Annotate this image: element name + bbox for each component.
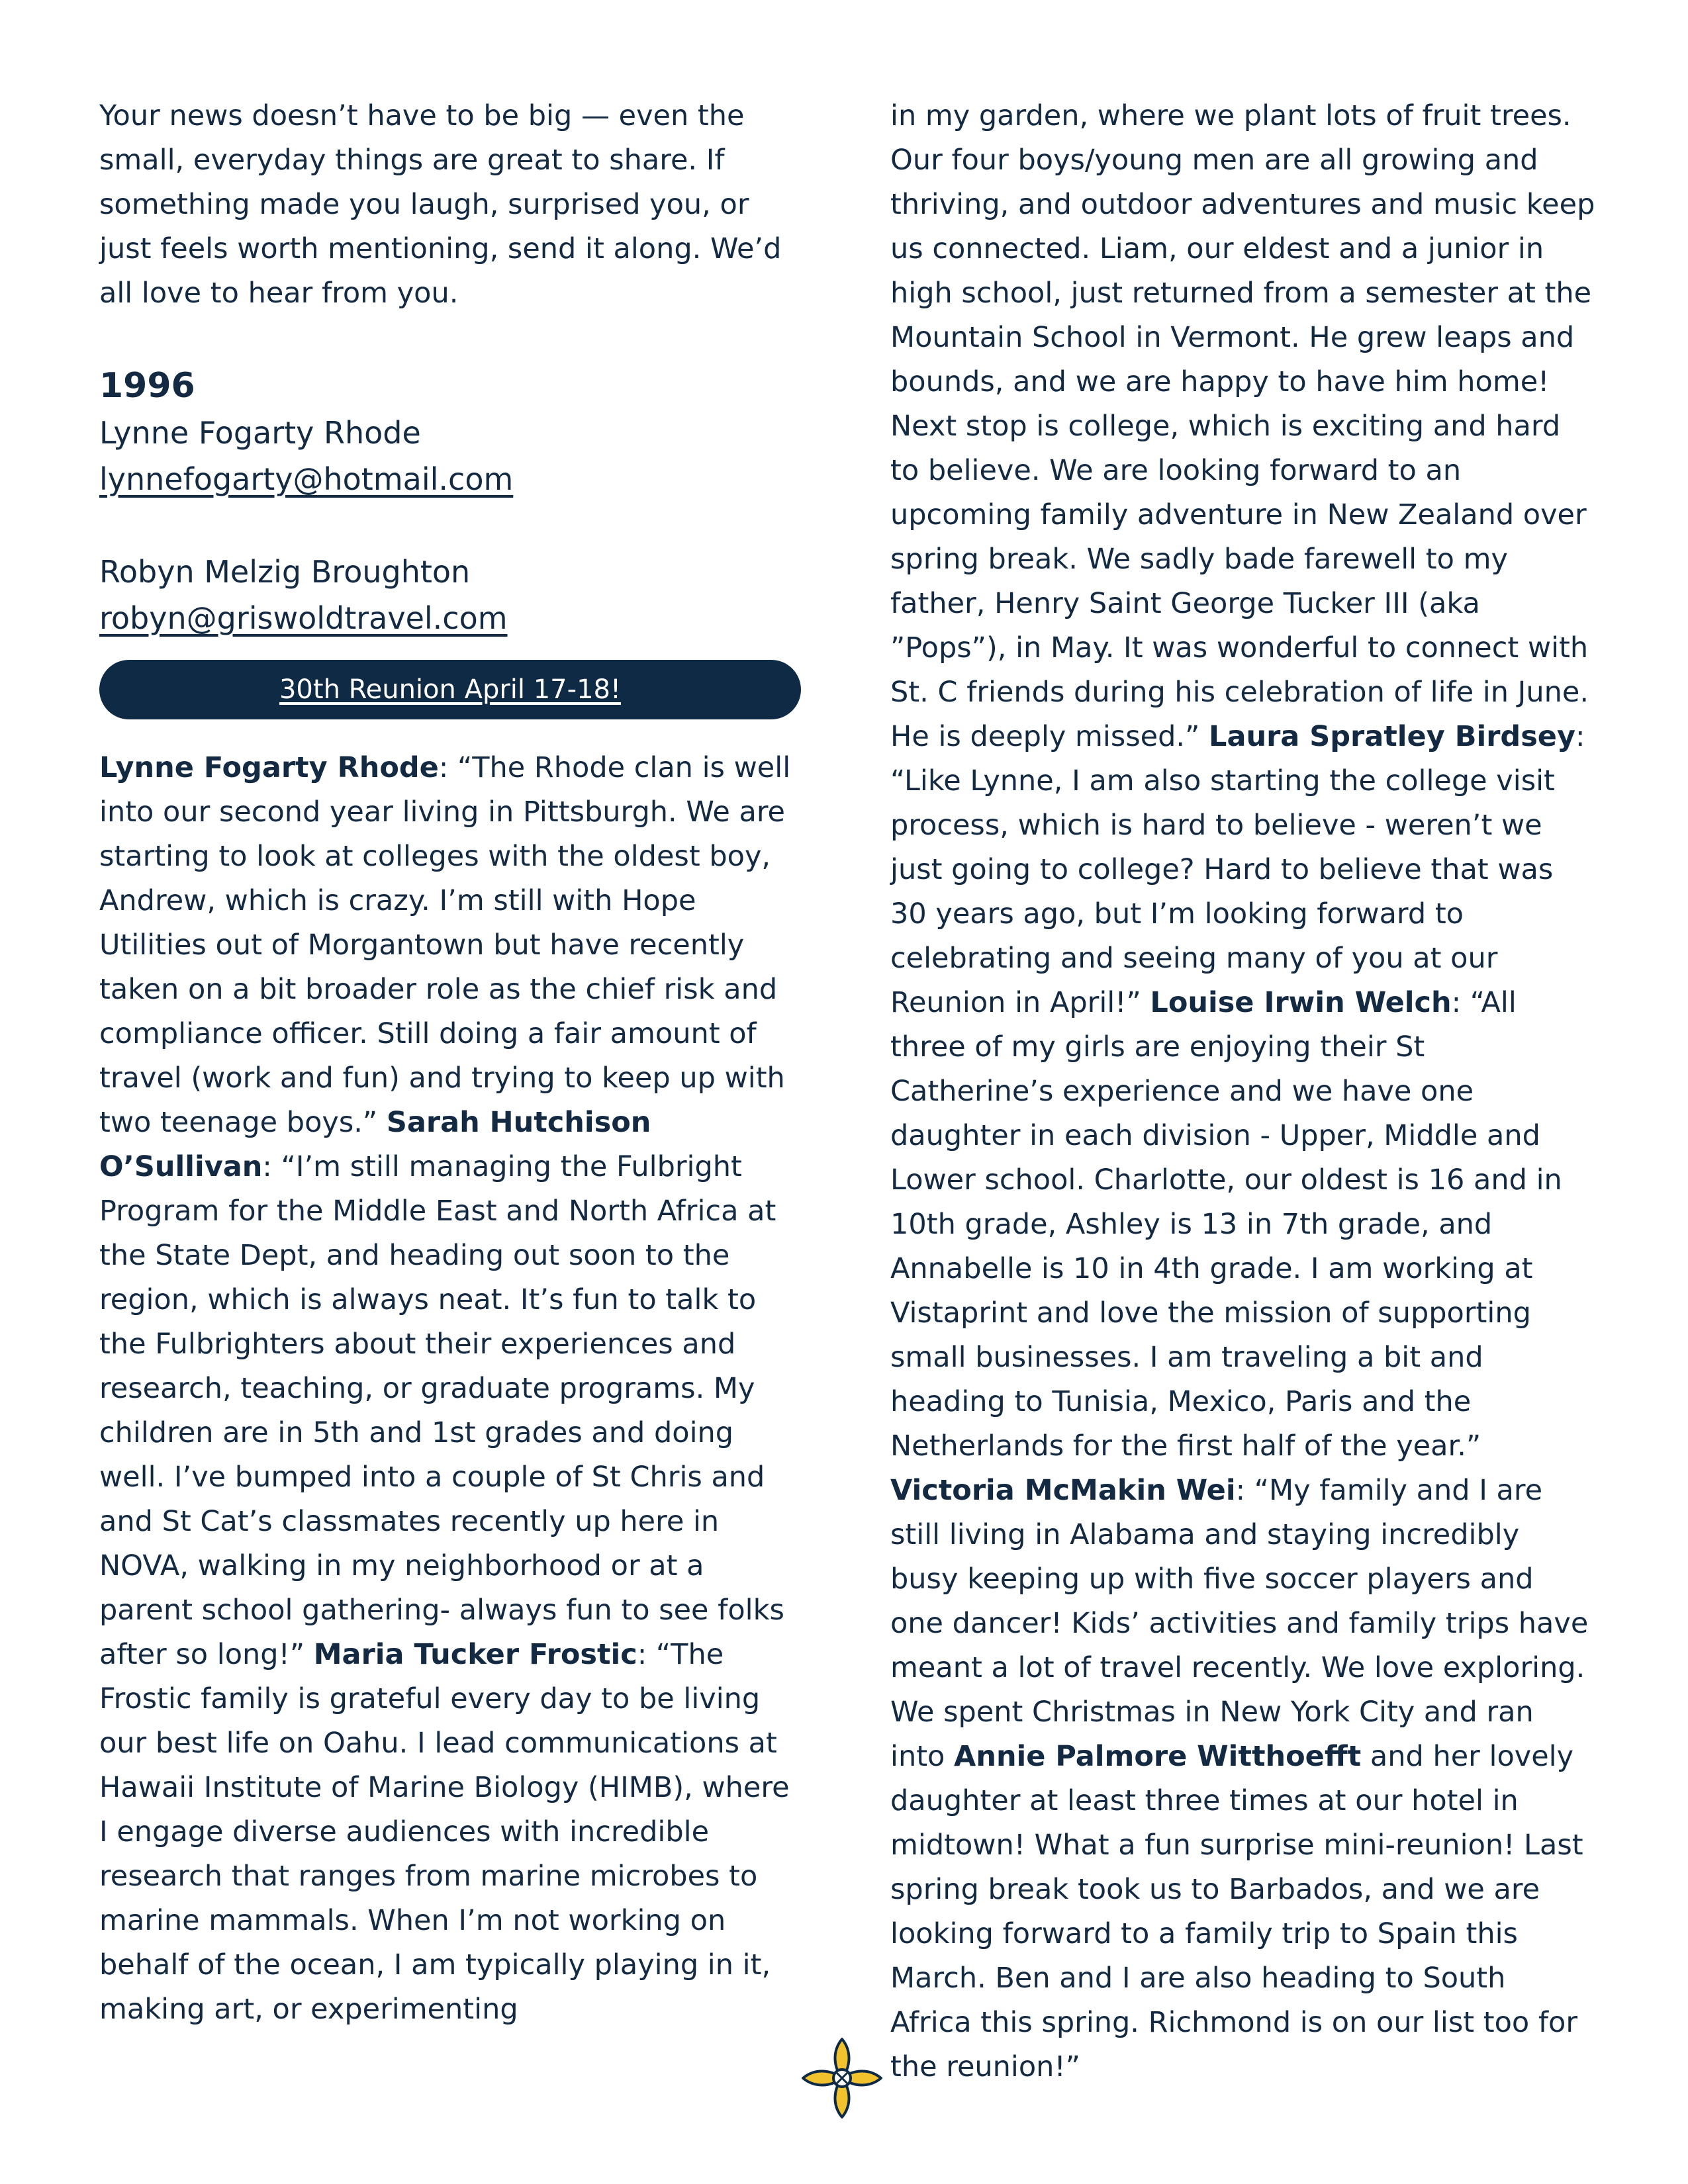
class-notes-right [890,94,1595,2089]
class-year-heading: 1996 [99,366,195,406]
note-text: : “The Frostic family is grateful every day to be living our best life on Oahu. I lead communications at Hawaii Institute of Marine Biology (HIMB), where I engage diverse audiences with incredible research that ranges from marine microbes to marine mammals. When I’m not working on behalf of the ocean, I am typically playing in it, making art, or experimenting [99,1638,790,2026]
note-text: : “My family and I are still living in Alabama and staying incredibly busy keeping up with five soccer players and one dancer! Kids’ activities and family trips have meant a lot of travel recently. We love exploring. We spent Christmas in New York City and ran into [890,1474,1589,1773]
contact-name-1: Lynne Fogarty Rhode [99,415,421,451]
right-column [890,94,1595,2089]
classmate-name: Victoria McMakin Wei [890,1474,1236,1507]
reunion-banner-label[interactable]: 30th Reunion April 17-18! [279,674,621,705]
note-text: in my garden, where we plant lots of fruit trees. Our four boys/young men are all growing and thriving, and outdoor adventures and music keep us connected. Liam, our eldest and a junior in high school, just returned from a semester at the Mountain School in Vermont. He grew leaps and bounds, and we are happy to have him home! Next stop is college, which is exciting and hard to believe. We are looking forward to an upcoming family adventure in New Zealand over spring break. We sadly bade farewell to my father, Henry Saint George Tucker III (aka ”Pops”), in May. It was wonderful to connect with St. C friends during his celebration of life in June. He is deeply missed.” [890,99,1595,753]
note-text: : “The Rhode clan is well into our second year living in Pittsburgh. We are starting to look at colleges with the oldest boy, Andrew, which is crazy. I’m still with Hope Utilities out of Morgantown but have recently taken on a bit broader role as the chief risk and compliance officer. Still doing a fair amount of travel (work and fun) and trying to keep up with two teenage boys.” [99,751,791,1139]
spacer [99,316,801,362]
reunion-banner[interactable] [99,660,801,719]
spacer [99,502,801,549]
classmate-name: Laura Spratley Birdsey [1209,720,1575,753]
classmate-name: Louise Irwin Welch [1150,986,1452,1019]
contact-email-1[interactable]: lynnefogarty@hotmail.com [99,461,514,497]
classmate-name: Lynne Fogarty Rhode [99,751,439,784]
intro-paragraph: Your news doesn’t have to be big — even the small, everyday things are great to share. If something made you laugh, surprised you, or just feels worth mentioning, send it along. We’d all love to hear from you. [99,99,782,310]
left-column [99,94,801,2032]
class-notes-left [99,746,801,2032]
note-text: and her lovely daughter at least three times at our hotel in midtown! What a fun surprise mini-reunion! Last spring break took us to Barbados, and we are looking forward to a family trip to Spain this March. Ben and I are also heading to South Africa this spring. Richmond is on our list too for the reunion!” [890,1740,1583,2083]
note-text: : “Like Lynne, I am also starting the college visit process, which is hard to believe - weren’t we just going to college? Hard to believe that was 30 years ago, but I’m looking forward to celebrating and seeing many of you at our Reunion in April!” [890,720,1585,1019]
classmate-name: Sarah Hutchison O’Sullivan [99,1106,651,1183]
note-text: : “All three of my girls are enjoying their St Catherine’s experience and we have one daughter in each division - Upper, Middle and Lower school. Charlotte, our oldest is 16 and in 10th grade, Ashley is 13 in 7th grade, and Annabelle is 10 in 4th grade. I am working at Vistaprint and love the mission of supporting small businesses. I am traveling a bit and heading to Tunisia, Mexico, Paris and the Netherlands for the first half of the year.” [890,986,1562,1463]
classmate-name: Annie Palmore Witthoefft [954,1740,1362,1773]
classmate-name: Maria Tucker Frostic [313,1638,637,1671]
quatrefoil-logo-icon [799,2035,885,2121]
contact-name-2: Robyn Melzig Broughton [99,554,471,590]
note-text: : “I’m still managing the Fulbright Program for the Middle East and North Africa at the State Dept, and heading out soon to the region, which is always neat. It’s fun to talk to the Fulbrighters about their experiences and research, teaching, or graduate programs. My children are in 5th and 1st grades and doing well. I’ve bumped into a couple of St Chris and and St Cat’s classmates recently up here in NOVA, walking in my neighborhood or at a parent school gathering- always fun to see folks after so long!” [99,1150,784,1671]
contact-email-2[interactable]: robyn@griswoldtravel.com [99,600,508,636]
